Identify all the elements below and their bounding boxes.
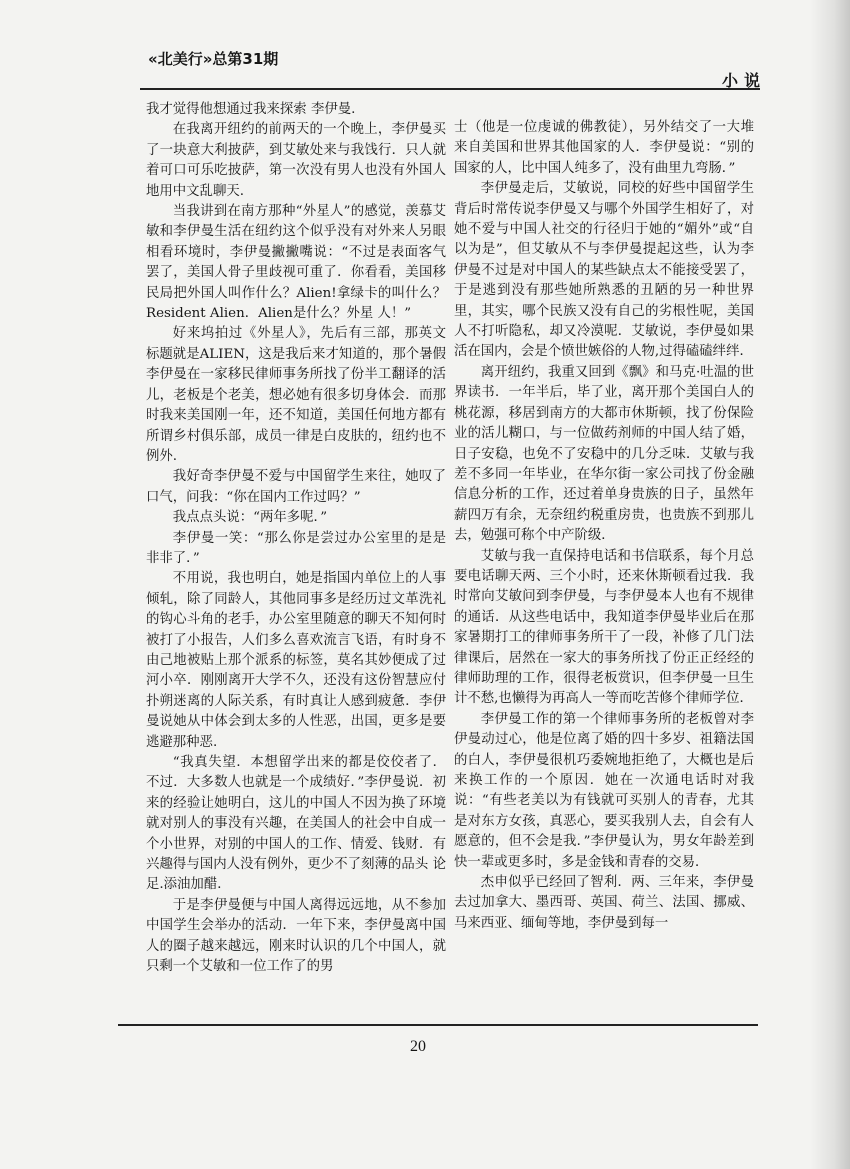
- paragraph: “我真失望．本想留学出来的都是佼佼者了．不过．大多数人也就是一个成绩好．”李伊曼说．初来的经验让她明白，这儿的中国人不因为换了环境就对别人的事没有兴趣，在美国人的社会中自成一个小世界，对别的中国人的工作、情爱、钱财．有兴趣得与国内人没有例外，更少不了刻薄的品头 论足.添油加醋．: [146, 755, 446, 893]
- paragraph: 李伊曼走后，艾敏说，同校的好些中国留学生背后时常传说李伊曼又与哪个外国学生相好了，对她不爱与中国人社交的行径归于她的“媚外”或“自以为是”，但艾敏从不与李伊曼提起这些，认为李伊曼不过是对中国人的某些缺点太不能接受罢了，于是逃到没有那些她所熟悉的丑陋的另一种世界里，其实，哪个民族又没有自己的劣根性呢，美国人不打听隐私，却又冷漠呢．艾敏说，李伊曼如果活在国内，会是个愤世嫉俗的人物,过得磕磕绊绊．: [454, 181, 754, 360]
- paragraph: 我好奇李伊曼不爱与中国留学生来往，她叹了口气，问我：“你在国内工作过吗？”: [146, 469, 446, 505]
- paragraph: 好来坞拍过《外星人》，先后有三部，那英文标题就是ALIEN，这是我后来才知道的，那个暑假李伊曼在一家移民律师事务所找了份半工翻译的活儿，老板是个老美，想必她有很多切身体会．而那时我来美国刚一年，还不知道，美国任何地方都有所谓乡村俱乐部，成员一律是白皮肤的，纽约也不 例外.: [146, 326, 446, 464]
- paragraph: 不用说，我也明白，她是指国内单位上的人事倾轧，除了同龄人，其他同事多是经历过文革洗礼的钩心斗角的老手，办公室里随意的聊天不知何时被打了小报告，人们多么喜欢流言飞语，有时身不由己地被贴上那个派系的标签，莫名其妙便成了过河小卒．刚刚离开大学不久，还没有这份智慧应付扑朔迷离的人际关系，有时真让人感到疲惫．李伊曼说她从中体会到太多的人性恶，出国，更多是要逃避那种恶.: [146, 571, 446, 750]
- paragraph: 艾敏与我一直保持电话和书信联系，每个月总要电话聊天两、三个小时，还来休斯顿看过我．我时常向艾敏问到李伊曼，与李伊曼本人也有不规律的通话．从这些电话中，我知道李伊曼毕业后在那家暑期打工的律师事务所干了一段，补修了几门法律课后，居然在一家大的事务所找了份正正经经的律师助理的工作，很得老板赏识，但李伊曼一旦生计不愁,也懒得为再高人一等而吃苦修个律师学位．: [454, 548, 754, 707]
- paragraph: 在我离开纽约的前两天的一个晚上，李伊曼买了一块意大利披萨，到艾敏处来与我饯行．只人就着可口可乐吃披萨，第一次没有男人也没有外国人 地用中文乱聊天.: [146, 122, 446, 199]
- paragraph: 杰申似乎已经回了智利．两、三年来，李伊曼去过加拿大、墨西哥、英国、荷兰、法国、挪威、马来西亚、缅甸等地，李伊曼到每一: [454, 875, 754, 931]
- magazine-issue-header: «北美行»总第31期: [148, 50, 279, 68]
- paragraph: 我点点头说：“两年多呢．”: [172, 510, 328, 526]
- page-number: 20: [410, 1038, 426, 1055]
- paragraph: 李伊曼工作的第一个律师事务所的老板曾对李伊曼动过心，他是位离了婚的四十多岁、祖籍法国的白人，李伊曼很机巧委婉地拒绝了，大概也是后来换工作的一个原因．她在一次通电话时对我说：“有些老美以为有钱就可买别人的青春，尤其是对东方女孩，真恶心，要买我别人去，自会有人愿意的，但不会是我．”李伊曼认为，男女年龄差到快一辈或更多时，多是金钱和青春的交易．: [454, 711, 754, 870]
- paragraph: 当我讲到在南方那种“外星人”的感觉，羡慕艾敏和李伊曼生活在纽约这个似乎没有对外来人另眼相看环境时，李伊曼撇撇嘴说：“不过是表面客气罢了，美国人骨子里歧视可重了．你看看，美国移民局把外国人叫作什么？Alien!拿绿卡的叫什么？Resident Alien．Alien是什么？外星 人！”: [146, 204, 446, 322]
- section-title: 小说: [722, 71, 767, 90]
- paragraph: 士（他是一位虔诚的佛教徒），另外结交了一大堆来自美国和世界其他国家的人．李伊曼说：“别的国家的人，比中国人纯多了，没有曲里九弯肠．”: [454, 120, 754, 176]
- footer-divider: [118, 1024, 758, 1026]
- paragraph: 离开纽约，我重又回到《飘》和马克·吐温的世界读书．一年半后，毕了业，离开那个美国白人的桃花源，移居到南方的大都市休斯顿，找了份保险业的活儿糊口，与一位做药剂师的中国人结了婚，日子安稳，也免不了安稳中的几分乏味．艾敏与我差不多同一年毕业，在华尔街一家公司找了份金融信息分析的工作，还过着单身贵族的日子，虽然年薪四万有余，无奈纽约税重房贵，也贵族不到那儿去，勉强可称个中产阶级．: [454, 364, 754, 544]
- left-text-column: [146, 100, 446, 977]
- paragraph: 李伊曼一笑：“那么你是尝过办公室里的是是非非了．”: [146, 530, 446, 566]
- paragraph: 于是李伊曼便与中国人离得远远地，从不参加中国学生会举办的活动．一年下来，李伊曼离中国人的圈子越来越远，刚来时认识的几个中国人，就只剩一个艾敏和一位工作了的男: [146, 897, 446, 975]
- right-text-column: [454, 118, 754, 934]
- paragraph: 我才觉得他想通过我来探索 李伊曼.: [146, 102, 356, 117]
- scan-edge-shadow: [810, 0, 850, 1169]
- header-divider: [140, 88, 760, 90]
